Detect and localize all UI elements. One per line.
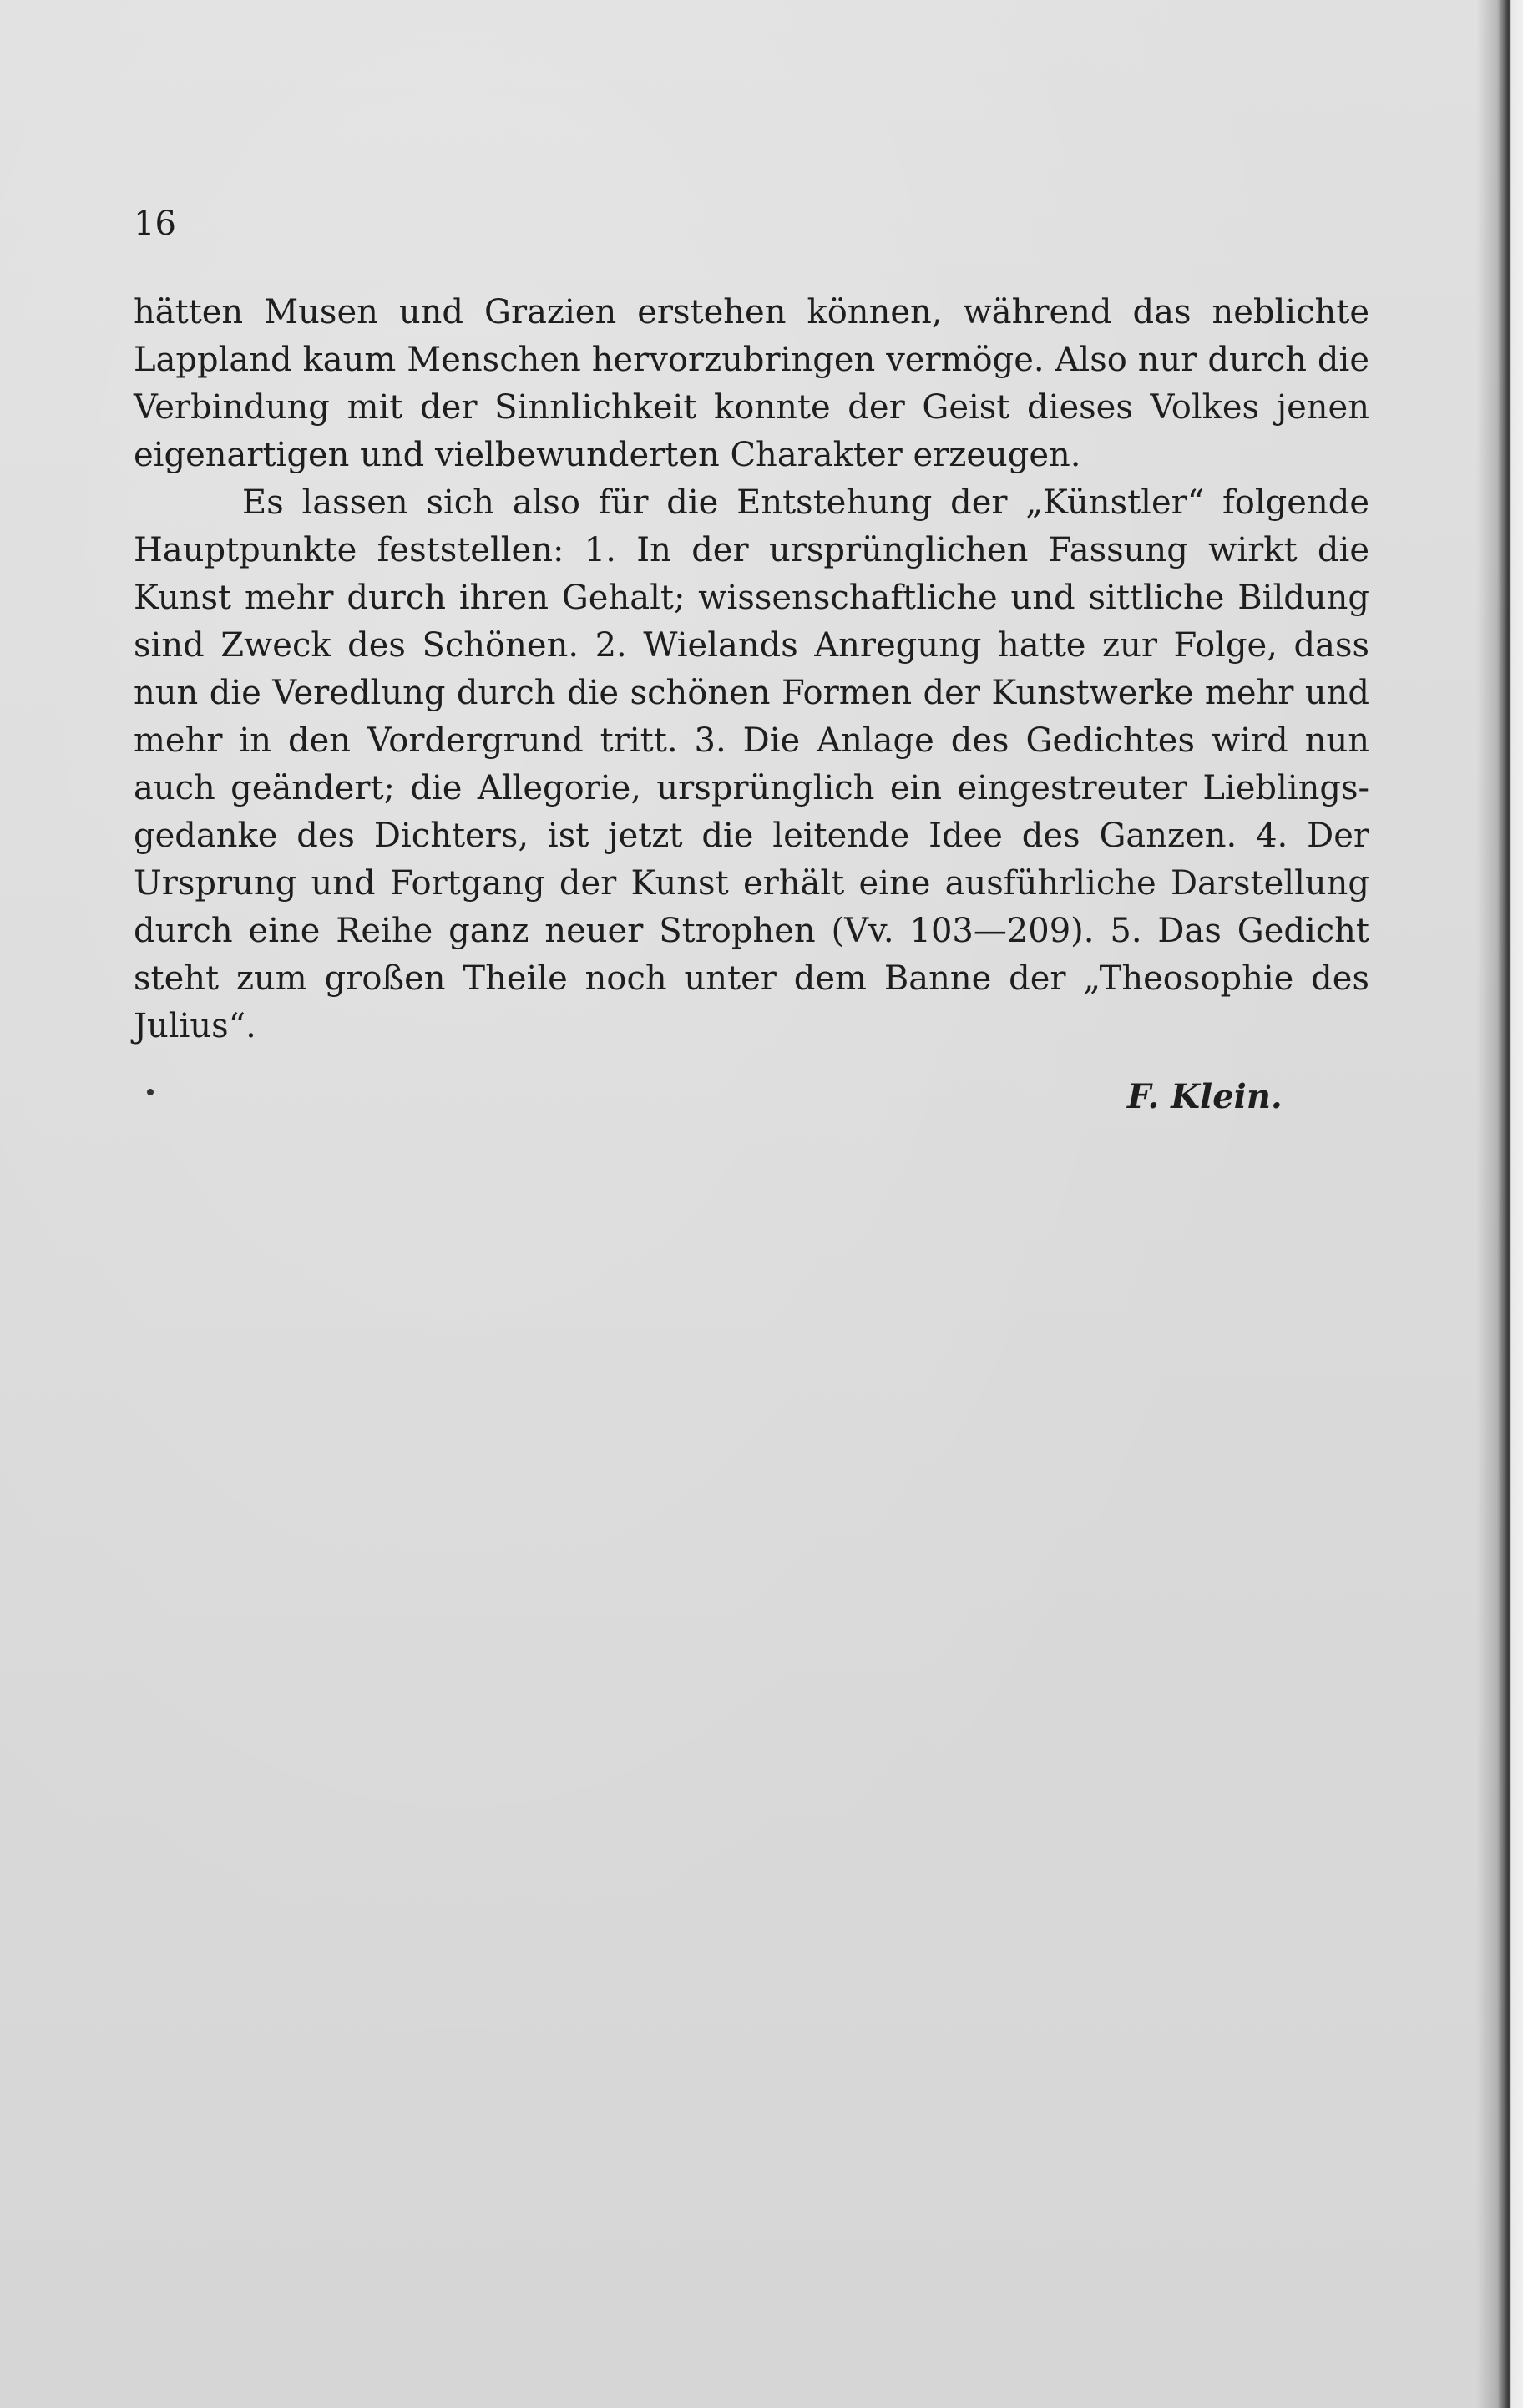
author-signature: F. Klein.	[1127, 1077, 1283, 1116]
page-edge-shadow	[1476, 0, 1523, 2408]
text-line: Hauptpunkte feststellen: 1. In der ursprünglichen Fassung wirkt die	[134, 531, 1369, 569]
text-line: sind Zweck des Schönen. 2. Wielands Anregung hatte zur Folge, dass	[134, 626, 1369, 665]
text-line: mehr in den Vordergrund tritt. 3. Die Anlage des Gedichtes wird nun	[134, 721, 1369, 760]
text-line: eigenartigen und vielbewunderten Charakter erzeugen.	[134, 436, 1081, 474]
text-line: Kunst mehr durch ihren Gehalt; wissenschaftliche und sittliche Bildung	[134, 579, 1369, 617]
text-line: nun die Veredlung durch die schönen Formen der Kunstwerke mehr und	[134, 674, 1369, 712]
text-line: gedanke des Dichters, ist jetzt die leitende Idee des Ganzen. 4. Der	[134, 817, 1369, 855]
text-line: hätten Musen und Grazien erstehen können, während das neblichte	[134, 293, 1369, 331]
text-line: Ursprung und Fortgang der Kunst erhält eine ausführliche Darstellung	[134, 864, 1369, 903]
page-number: 16	[134, 205, 176, 243]
body-text	[134, 289, 1369, 1050]
text-line: auch geändert; die Allegorie, ursprünglich ein eingestreuter Lieblings-	[134, 769, 1369, 807]
text-line: steht zum großen Theile noch unter dem Banne der „Theosophie des	[134, 959, 1369, 998]
text-line: durch eine Reihe ganz neuer Strophen (Vv. 103—209). 5. Das Gedicht	[134, 912, 1369, 950]
text-line: Es lassen sich also für die Entstehung der „Künstler“ folgende	[242, 483, 1369, 522]
text-line: Julius“.	[134, 1007, 256, 1045]
stray-dot-mark	[147, 1089, 154, 1095]
text-line: Lappland kaum Menschen hervorzubringen vermöge. Also nur durch die	[134, 341, 1369, 379]
text-line: Verbindung mit der Sinnlichkeit konnte der Geist dieses Volkes jenen	[134, 388, 1369, 427]
